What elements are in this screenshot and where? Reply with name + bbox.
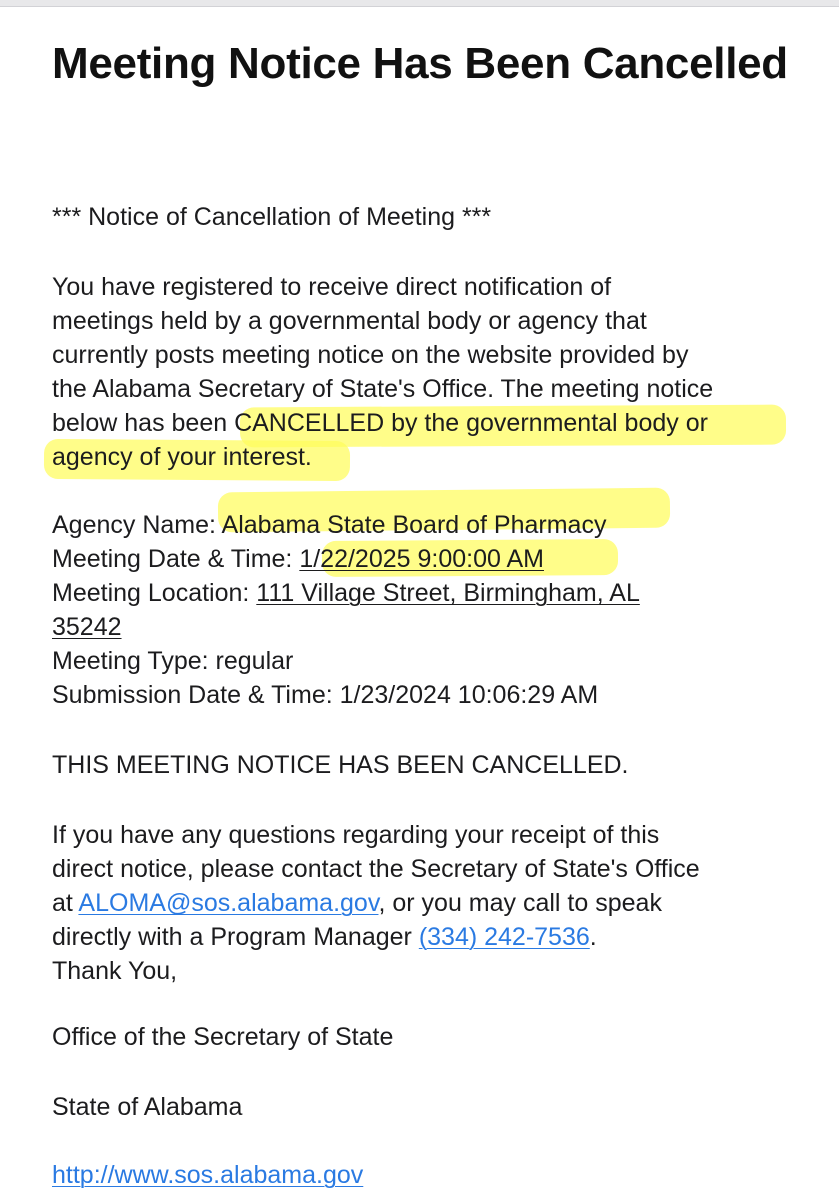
agency-name-label: Agency Name: [52,511,222,539]
notice-heading: *** Notice of Cancellation of Meeting *** [52,203,492,231]
meeting-type-label: Meeting Type: [52,647,216,675]
meeting-location-row [52,576,640,610]
questions-line [52,886,662,920]
meeting-type-value: regular [215,647,294,675]
meeting-location-row-continued [52,610,122,644]
cancelled-statement: THIS MEETING NOTICE HAS BEEN CANCELLED. [52,751,629,779]
submission-date-value: 1/23/2024 10:06:29 AM [339,681,599,709]
meeting-type-row [52,644,293,678]
intro-line: the Alabama Secretary of State's Office. The meeting notice [52,375,714,403]
intro-line: below has been CANCELLED by the governmental body or [52,409,708,437]
questions-text: , or you may call to speak [378,889,662,917]
agency-name-value: Alabama State Board of Pharmacy [221,511,607,539]
questions-text: directly with a Program Manager [52,923,419,951]
questions-line [52,920,597,954]
email-title: Meeting Notice Has Been Cancelled [52,39,788,88]
questions-line: direct notice, please contact the Secretary of State's Office [52,855,700,883]
meeting-date-value[interactable]: 1/22/2025 9:00:00 AM [299,545,544,573]
meeting-location-zip[interactable]: 35242 [52,613,122,641]
questions-text: . [589,923,597,951]
intro-line: currently posts meeting notice on the website provided by [52,341,689,369]
signature-state: State of Alabama [52,1093,243,1121]
intro-line: You have registered to receive direct notification of [52,273,612,301]
submission-date-row [52,678,598,712]
phone-link[interactable]: (334) 242-7536 [418,923,590,951]
agency-name-row [52,508,606,542]
meeting-date-row [52,542,544,576]
contact-email-link[interactable]: ALOMA@sos.alabama.gov [78,889,379,917]
website-row [52,1158,363,1192]
thanks-line: Thank You, [52,957,178,985]
top-divider-line [0,6,839,7]
questions-text: at [52,889,79,917]
website-link[interactable]: http://www.sos.alabama.gov [52,1161,364,1189]
signature-office: Office of the Secretary of State [52,1023,394,1051]
intro-line: meetings held by a governmental body or agency that [52,307,647,335]
submission-date-label: Submission Date & Time: [52,681,340,709]
meeting-date-label: Meeting Date & Time: [52,545,300,573]
meeting-location-label: Meeting Location: [52,579,257,607]
intro-line: agency of your interest. [52,443,312,471]
meeting-location-value[interactable]: 111 Village Street, Birmingham, AL [256,579,640,607]
questions-line: If you have any questions regarding your receipt of this [52,821,660,849]
